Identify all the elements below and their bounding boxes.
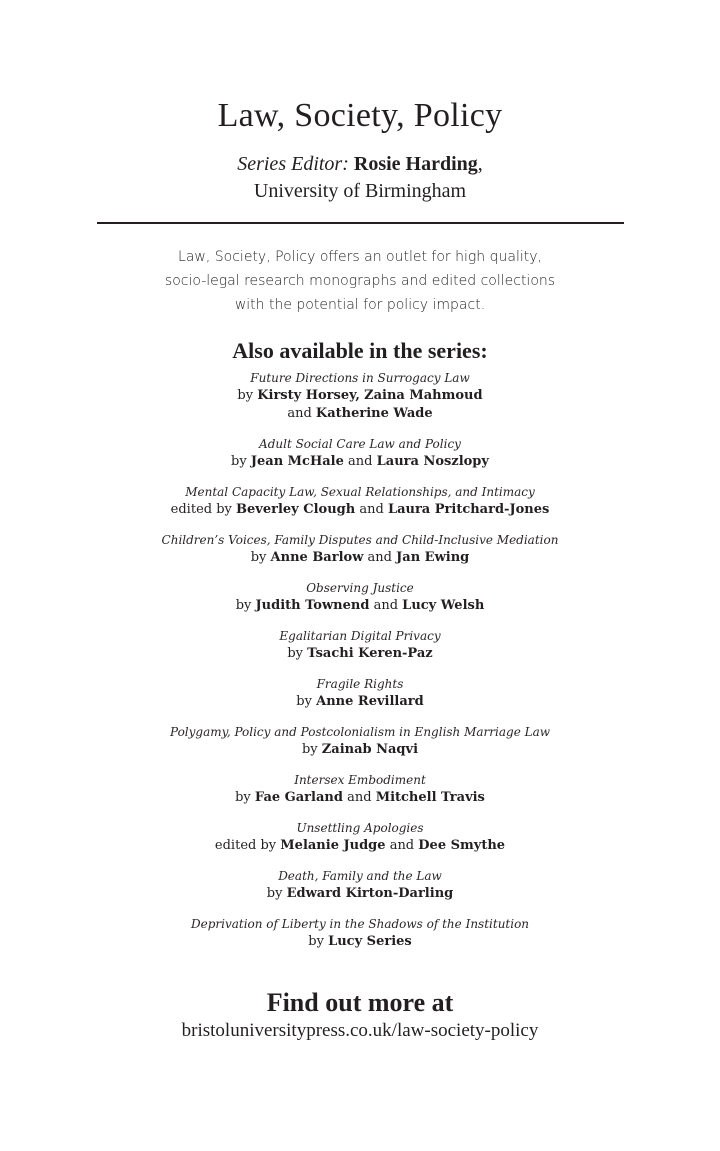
- book-title: Egalitarian Digital Privacy: [279, 629, 441, 643]
- book-entry: [0, 675, 720, 723]
- book-title: Intersex Embodiment: [294, 773, 426, 787]
- find-out-more-heading: Find out more at: [266, 988, 454, 1017]
- book-entry: [0, 627, 720, 675]
- book-title: Observing Justice: [306, 581, 414, 595]
- book-title: Future Directions in Surrogacy Law: [250, 371, 470, 385]
- book-title: Children’s Voices, Family Disputes and Child-Inclusive Mediation: [161, 533, 559, 547]
- description-line: Law, Society, Policy offers an outlet for high quality,: [178, 249, 542, 265]
- book-title: Polygamy, Policy and Postcolonialism in English Marriage Law: [169, 725, 550, 739]
- book-authors: edited by Melanie Judge and Dee Smythe: [214, 838, 506, 853]
- also-available-heading: Also available in the series:: [232, 338, 488, 363]
- description-line: with the potential for policy impact.: [234, 297, 486, 313]
- book-authors: by Zainab Naqvi: [301, 742, 419, 757]
- editor-comma: ,: [477, 153, 483, 175]
- editor-label: Series Editor:: [237, 153, 349, 175]
- book-list: [0, 369, 720, 963]
- book-entry: [0, 771, 720, 819]
- book-title: Fragile Rights: [316, 677, 404, 691]
- book-entry: [0, 531, 720, 579]
- book-authors: by Anne Revillard: [296, 694, 424, 709]
- book-title: Adult Social Care Law and Policy: [259, 437, 461, 451]
- book-entry: [0, 369, 720, 435]
- series-url: bristoluniversitypress.co.uk/law-society-policy: [181, 1020, 539, 1041]
- book-authors: by Lucy Series: [308, 934, 412, 949]
- book-authors: edited by Beverley Clough and Laura Pritchard-Jones: [170, 502, 550, 517]
- book-authors: by Anne Barlow and Jan Ewing: [250, 550, 470, 565]
- book-authors: by Jean McHale and Laura Noszlopy: [231, 454, 489, 469]
- book-entry: [0, 723, 720, 771]
- header-divider: [97, 222, 624, 224]
- book-authors-continued: and Katherine Wade: [287, 406, 433, 421]
- description-line: socio-legal research monographs and edited collections: [164, 273, 556, 289]
- book-entry: [0, 867, 720, 915]
- series-editor-line: [0, 151, 720, 177]
- book-entry: [0, 915, 720, 963]
- page-title: Law, Society, Policy: [217, 97, 503, 134]
- book-authors: by Tsachi Keren-Paz: [287, 646, 433, 661]
- editor-name: Rosie Harding: [353, 153, 478, 175]
- book-authors: by Edward Kirton-Darling: [266, 886, 454, 901]
- book-entry: [0, 579, 720, 627]
- editor-affiliation: University of Birmingham: [253, 180, 467, 202]
- book-title: Mental Capacity Law, Sexual Relationships, and Intimacy: [185, 485, 535, 499]
- book-authors: by Judith Townend and Lucy Welsh: [235, 598, 485, 613]
- book-title: Unsettling Apologies: [296, 821, 424, 835]
- book-authors: by Fae Garland and Mitchell Travis: [235, 790, 485, 805]
- book-entry: [0, 483, 720, 531]
- series-description: [0, 245, 720, 317]
- book-entry: [0, 819, 720, 867]
- book-title: Death, Family and the Law: [278, 869, 442, 883]
- book-title: Deprivation of Liberty in the Shadows of the Institution: [190, 917, 530, 931]
- book-authors: by Kirsty Horsey, Zaina Mahmoud: [237, 388, 483, 403]
- book-entry: [0, 435, 720, 483]
